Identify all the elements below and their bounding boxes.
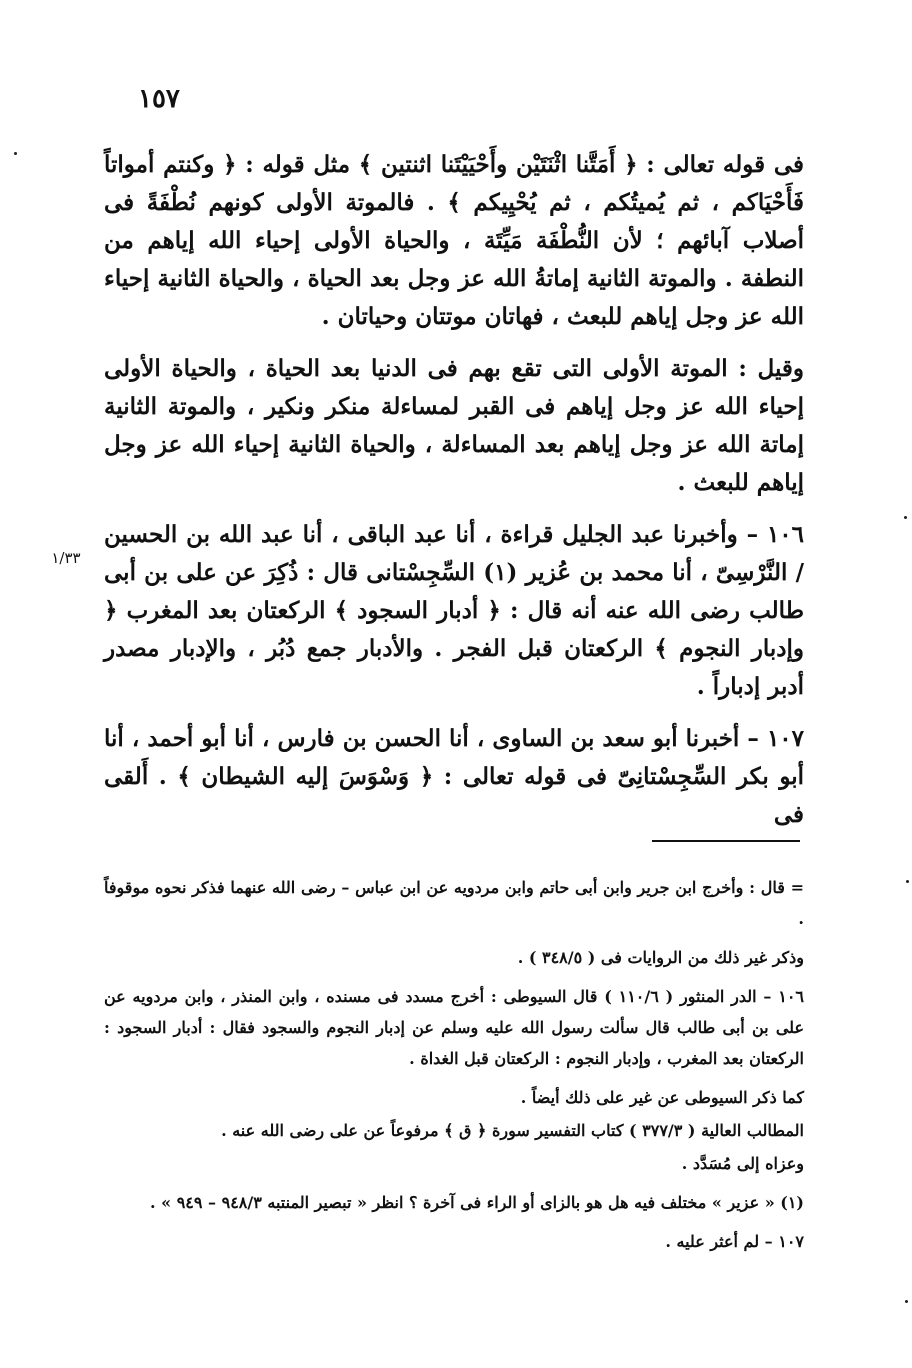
paragraph: وقيل : الموتة الأولى التى تقع بهم فى الدنيا بعد الحياة ، والحياة الأولى إحياء الله عز وجل إياهم فى القبر لمساءلة منكر ونكير ، والموتة الثانية إماتة الله عز وجل إياهم بعد المساءلة ، والحياة الثانية إحياء الله عز وجل إياهم للبعث . <box>104 355 804 496</box>
footnote: وذكر غير ذلك من الروايات فى ( ٣٤٨/٥ ) . <box>517 948 804 967</box>
footnotes <box>104 872 804 1265</box>
footnote: ١٠٧ – لم أعثر عليه . <box>665 1232 804 1251</box>
paragraph: ١٠٦ – وأخبرنا عبد الجليل قراءة ، أنا عبد الباقى ، أنا عبد الله بن الحسين / النَّرْسِىّ ، أنا محمد بن عُزير (١) السِّجِسْتانى قال : ذُكِرَ عن على بن أبى طالب رضى الله عنه أنه قال : ﴿ أدبار السجود ﴾ الركعتان بعد المغرب ﴿ وإدبار النجوم ﴾ الركعتان قبل الفجر . والأدبار جمع دُبُر ، والإدبار مصدر أدبر إدباراً . <box>104 521 804 700</box>
footnote-divider <box>652 840 800 842</box>
footnote: (١) « عزير » مختلف فيه هل هو بالزاى أو الراء فى آخرة ؟ انظر « تبصير المنتبه ٩٤٨/٣ – ٩٤٩ » . <box>149 1193 804 1212</box>
scan-speck <box>904 516 907 519</box>
scan-speck <box>906 880 909 883</box>
paragraph: ١٠٧ – أخبرنا أبو سعد بن الساوى ، أنا الحسن بن فارس ، أنا أبو أحمد ، أنا أبو بكر السِّجِسْتانِىّ فى قوله تعالى : ﴿ وَسْوَسَ إليه الشيطان ﴾ . أَلقى فى <box>104 725 804 828</box>
page-number: ١٥٧ <box>138 84 180 114</box>
margin-note: ١/٣٣ <box>51 549 81 567</box>
scan-speck <box>14 152 17 155</box>
footnote: وعزاه إلى مُسَدَّد . <box>681 1154 804 1173</box>
scan-speck <box>905 1300 908 1303</box>
footnote: كما ذكر السيوطى عن غير على ذلك أيضاً . <box>520 1088 804 1107</box>
footnote: ١٠٦ – الدر المنثور ( ١١٠/٦ ) قال السيوطى : أخرج مسدد فى مسنده ، وابن المنذر ، وابن مردويه عن على بن أبى طالب قال سألت رسول الله عليه وسلم عن إدبار النجوم والسجود فقال : أدبار السجود : الركعتان بعد المغرب ، وإدبار النجوم : الركعتان قبل الغداة . <box>104 987 804 1068</box>
paragraph: فى قوله تعالى : ﴿ أَمَتَّنا اثْنَتَيْن وأَحْيَيْتَنا اثنتين ﴾ مثل قوله : ﴿ وكنتم أمواتاً فَأَحْيَاكم ، ثم يُميتُكم ، ثم يُحْيِيكم ﴾ . فالموتة الأولى كونهم نُطْفَةً فى أصلاب آبائهم ؛ لأن النُّطْفَة مَيِّتَة ، والحياة الأولى إحياء الله إياهم من النطفة . والموتة الثانية إماتةُ الله عز وجل بعد الحياة ، والحياة الثانية إحياء الله عز وجل إياهم للبعث ، فهاتان موتتان وحياتان . <box>104 151 804 330</box>
main-text <box>104 146 804 848</box>
footnote: = قال : وأخرج ابن جرير وابن أبى حاتم وابن مردويه عن ابن عباس – رضى الله عنهما فذكر نحوه موقوفاً . <box>104 878 804 928</box>
footnote: المطالب العالية ( ٣٧٧/٣ ) كتاب التفسير سورة ﴿ ق ﴾ مرفوعاً عن على رضى الله عنه . <box>221 1121 804 1140</box>
